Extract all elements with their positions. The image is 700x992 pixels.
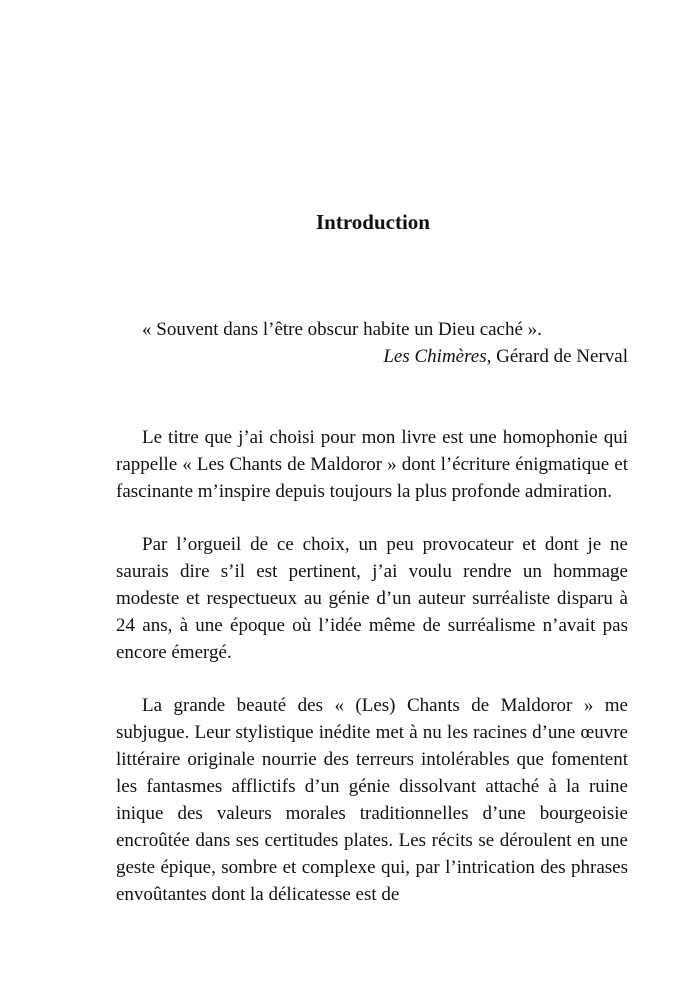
- paragraph-2: Par l’orgueil de ce choix, un peu provocateur et dont je ne saurais dire s’il est pertinent, j’ai voulu rendre un hommage modeste et respectueux au génie d’un auteur surréaliste disparu à 24 ans, à une époque où l’idée même de surréalisme n’avait pas encore émergé.: [116, 534, 628, 663]
- paragraph-3: La grande beauté des « (Les) Chants de Maldoror » me subjugue. Leur stylistique inédite met à nu les racines d’une œuvre littéraire originale nourrie des terreurs intolérables que fomentent les fantasmes afflictifs d’un génie dissolvant attaché à la ruine inique des valeurs morales traditionnelles d’une bourgeoisie encroûtée dans ses certitudes plates. Les récits se déroulent en une geste épique, sombre et complexe qui, par l’intrication des phrases envoûtantes dont la délicatesse est de: [116, 695, 628, 905]
- chapter-title: Introduction: [316, 210, 430, 234]
- epigraph: [116, 316, 628, 370]
- body-text: [116, 424, 628, 934]
- epigraph-source: [116, 343, 628, 370]
- epigraph-work-title: Les Chimères,: [383, 346, 492, 367]
- epigraph-quote: « Souvent dans l’être obscur habite un Dieu caché ».: [142, 319, 542, 340]
- paragraph-1: Le titre que j’ai choisi pour mon livre est une homophonie qui rappelle « Les Chants de Maldoror » dont l’écriture énigmatique et fascinante m’inspire depuis toujours la plus profonde admiration.: [116, 427, 628, 502]
- epigraph-author: Gérard de Nerval: [496, 346, 628, 367]
